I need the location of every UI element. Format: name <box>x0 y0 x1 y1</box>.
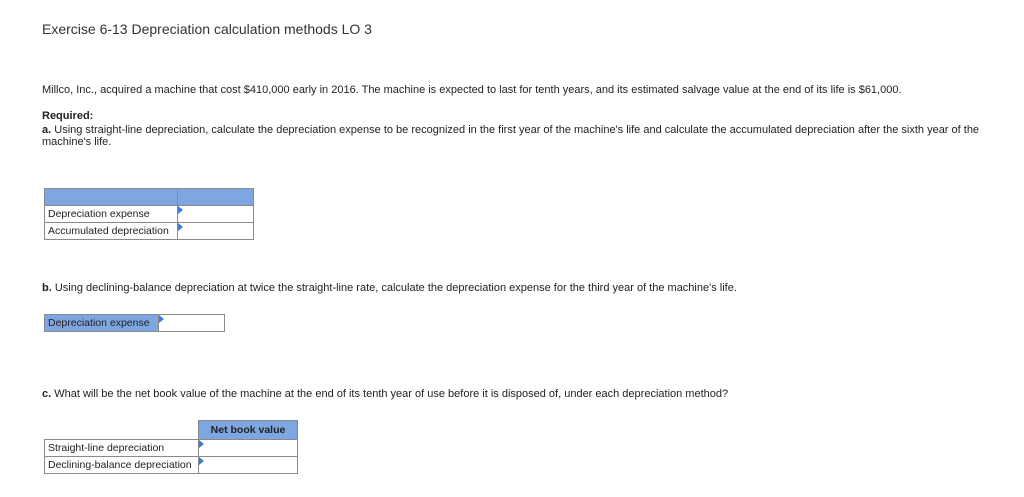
declining-depreciation-expense-input-cell[interactable] <box>159 315 225 332</box>
part-c-header-row <box>45 421 298 440</box>
part-b-text: Using declining-balance depreciation at twice the straight-line rate, calculate the depreciation expense for the third year of the machine's life. <box>51 282 737 294</box>
part-a-question <box>42 124 1022 148</box>
input-marker-icon <box>178 223 183 231</box>
input-marker-icon <box>199 440 204 448</box>
part-c-question <box>42 388 728 400</box>
row-label: Depreciation expense <box>45 315 159 332</box>
part-a-header-row <box>45 189 254 206</box>
required-label: Required: <box>42 110 94 122</box>
table-row <box>45 315 225 332</box>
table-row <box>45 223 254 240</box>
net-book-value-header: Net book value <box>199 421 298 440</box>
row-label: Accumulated depreciation <box>45 223 178 240</box>
row-label: Depreciation expense <box>45 206 178 223</box>
part-c-prefix: c. <box>42 388 52 400</box>
problem-statement: Millco, Inc., acquired a machine that cost $410,000 early in 2016. The machine is expected to last for tenth years, and its estimated salvage value at the end of its life is $61,000. <box>42 84 902 96</box>
part-b-prefix: b. <box>42 282 52 294</box>
declining-balance-nbv-input-cell[interactable] <box>199 457 298 474</box>
input-marker-icon <box>178 206 183 214</box>
table-row <box>45 206 254 223</box>
input-marker-icon <box>199 457 204 465</box>
table-row <box>45 457 298 474</box>
part-c-header-spacer <box>45 421 199 440</box>
accumulated-depreciation-input[interactable] <box>181 223 250 239</box>
part-b-question <box>42 282 737 294</box>
declining-balance-nbv-input[interactable] <box>202 457 294 473</box>
part-a-prefix: a. <box>42 124 52 136</box>
declining-depreciation-expense-input[interactable] <box>162 315 221 331</box>
part-a-header-label-cell <box>45 189 178 206</box>
part-a-table <box>44 188 254 240</box>
part-c-table <box>44 420 298 474</box>
part-a-text: Using straight-line depreciation, calculate the depreciation expense to be recognized in the first year of the machine's life and calculate the accumulated depreciation after the sixth year of the machine's life. <box>42 124 980 148</box>
part-b-table <box>44 314 225 332</box>
part-a-header-value-cell <box>178 189 254 206</box>
straight-line-nbv-input-cell[interactable] <box>199 440 298 457</box>
accumulated-depreciation-input-cell[interactable] <box>178 223 254 240</box>
straight-line-nbv-input[interactable] <box>202 440 294 456</box>
depreciation-expense-input[interactable] <box>181 206 250 222</box>
input-marker-icon <box>159 315 164 323</box>
row-label: Declining-balance depreciation <box>45 457 199 474</box>
part-c-text: What will be the net book value of the machine at the end of its tenth year of use before it is disposed of, under each depreciation method? <box>51 388 729 400</box>
table-row <box>45 440 298 457</box>
exercise-title: Exercise 6-13 Depreciation calculation methods LO 3 <box>42 21 372 37</box>
depreciation-expense-input-cell[interactable] <box>178 206 254 223</box>
row-label: Straight-line depreciation <box>45 440 199 457</box>
